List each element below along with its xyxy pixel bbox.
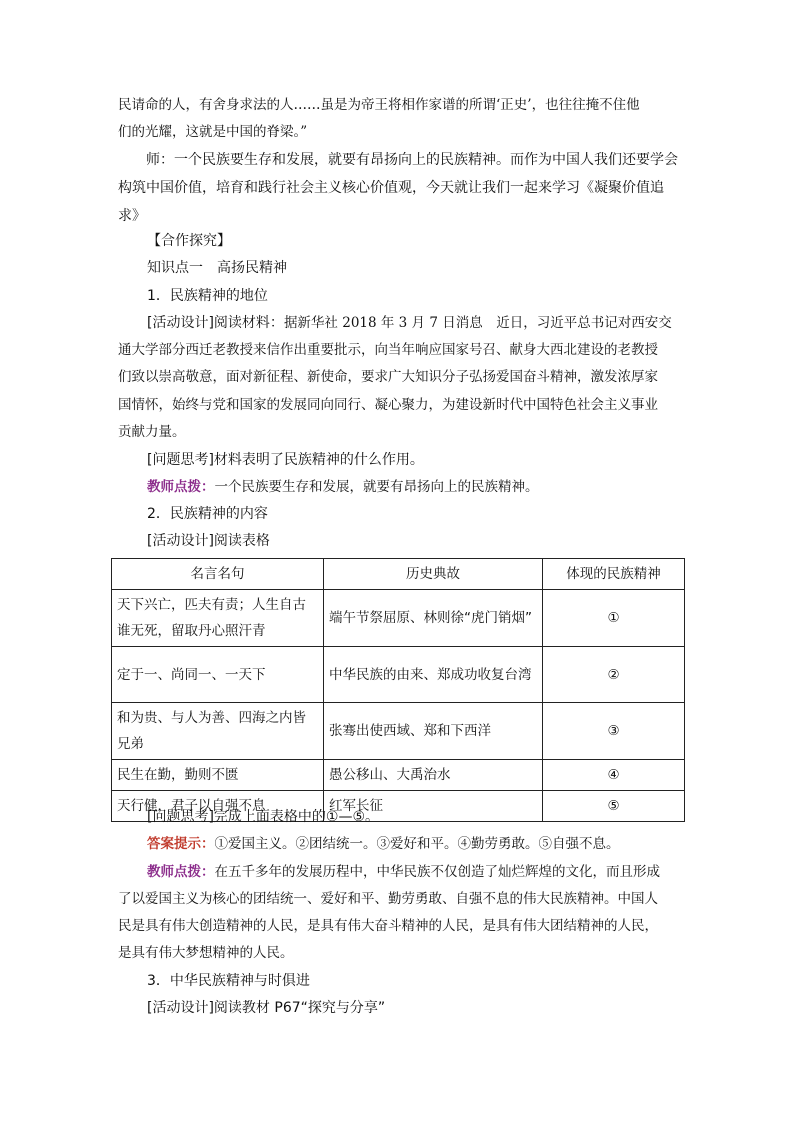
table-cell-quote: 天下兴亡，匹夫有责；人生自古谁无死，留取丹心照汗青 [112, 590, 324, 647]
sub2-teacher-tip-text-1: 在五千多年的发展历程中，中华民族不仅创造了灿烂辉煌的文化，而且形成 [214, 864, 660, 880]
table-header-row [112, 559, 685, 590]
sub1-activity-label: [活动设计]阅读材料： [147, 315, 284, 331]
sub2-activity: [活动设计]阅读表格 [147, 533, 270, 549]
sub1-teacher-tip-text: 一个民族要生存和发展，就要有昂扬向上的民族精神。 [214, 479, 539, 495]
table-cell-quote: 民生在勤，勤则不匮 [112, 760, 324, 791]
table-row [112, 703, 685, 760]
table-row [112, 590, 685, 647]
sub1-activity-line-3: 们致以崇高敬意，面对新征程、新使命，要求广大知识分子弘扬爱国奋斗精神，激发浓厚家 [118, 369, 658, 385]
sub2-teacher-tip-line-4: 是具有伟大梦想精神的人民。 [118, 945, 294, 961]
sub2-answer [147, 835, 678, 853]
teacher-intro [118, 146, 678, 230]
sub2-title: 2．民族精神的内容 [147, 506, 268, 522]
teacher-intro-text: 师：一个民族要生存和发展，就要有昂扬向上的民族精神。而作为中国人我们还要学会构筑中国价值，培育和践行社会主义核心价值观，今天就让我们一起来学习《凝聚价值追求》 [118, 152, 678, 224]
table-row [112, 760, 685, 791]
table-cell-spirit: ③ [543, 703, 685, 760]
sub1-activity-line-4: 国情怀，始终与党和国家的发展同向同行、凝心聚力，为建设新时代中国特色社会主义事业 [118, 397, 658, 413]
sub1-activity-line-1 [147, 314, 678, 332]
sub2-answer-text: ①爱国主义。②团结统一。③爱好和平。④勤劳勇敢。⑤自强不息。 [214, 836, 620, 852]
sub1-teacher-tip [147, 478, 678, 496]
table-cell-quote: 和为贵、与人为善、四海之内皆兄弟 [112, 703, 324, 760]
sub2-teacher-tip-line-3: 民是具有伟大创造精神的人民，是具有伟大奋斗精神的人民，是具有伟大团结精神的人民， [118, 918, 658, 934]
table-cell-quote: 天行健，君子以自强不息 [112, 791, 324, 822]
sub1-activity-line-2: 通大学部分西迁老教授来信作出重要批示，向当年响应国家号召、献身大西北建设的老教授 [118, 342, 658, 358]
table-row [112, 647, 685, 703]
table-header-cell: 名言名句 [112, 559, 324, 590]
table-cell-story: 愚公移山、大禹治水 [324, 760, 543, 791]
table-cell-story: 张骞出使西域、郑和下西洋 [324, 703, 543, 760]
sub1-teacher-tip-label: 教师点拨： [147, 479, 215, 495]
sub1-question: [问题思考]材料表明了民族精神的什么作用。 [147, 452, 424, 468]
table-header-cell: 体现的民族精神 [543, 559, 685, 590]
table-cell-spirit: ⑤ [543, 791, 685, 822]
sub1-activity-line-5: 贡献力量。 [118, 424, 186, 440]
quote-line-1: 民请命的人，有舍身求法的人……虽是为帝王将相作家谱的所谓‘正史’，也往往掩不住他 [118, 97, 640, 113]
sub1-title: 1．民族精神的地位 [147, 288, 268, 304]
table-cell-quote: 定于一、尚同一、一天下 [112, 647, 324, 703]
sub3-title: 3．中华民族精神与时俱进 [147, 973, 310, 989]
knowledge-point-title: 知识点一 高扬民精神 [147, 260, 287, 276]
table-cell-story: 红军长征 [324, 791, 543, 822]
spirit-table [111, 558, 685, 822]
sub2-teacher-tip-line-1 [147, 863, 678, 881]
table-cell-story: 中华民族的由来、郑成功收复台湾 [324, 647, 543, 703]
sub2-teacher-tip-label: 教师点拨： [147, 864, 215, 880]
table-cell-story: 端午节祭屈原、林则徐“虎门销烟” [324, 590, 543, 647]
table-cell-spirit: ① [543, 590, 685, 647]
sub1-activity-text-1: 据新华社 2018 年 3 月 7 日消息 近日，习近平总书记对西安交 [283, 315, 672, 331]
sub2-question: [问题思考]完成上面表格中的①—⑤。 [147, 809, 380, 825]
sub2-teacher-tip-line-2: 了以爱国主义为核心的团结统一、爱好和平、勤劳勇敢、自强不息的伟大民族精神。中国人 [118, 891, 658, 907]
table-cell-spirit: ② [543, 647, 685, 703]
quote-line-2: 们的光耀，这就是中国的脊梁。” [118, 124, 308, 140]
sub2-answer-label: 答案提示： [147, 836, 215, 852]
table-header-cell: 历史典故 [324, 559, 543, 590]
sub3-activity: [活动设计]阅读教材 P67“探究与分享” [147, 1000, 386, 1016]
table-cell-spirit: ④ [543, 760, 685, 791]
section-heading: 【合作探究】 [147, 233, 231, 249]
